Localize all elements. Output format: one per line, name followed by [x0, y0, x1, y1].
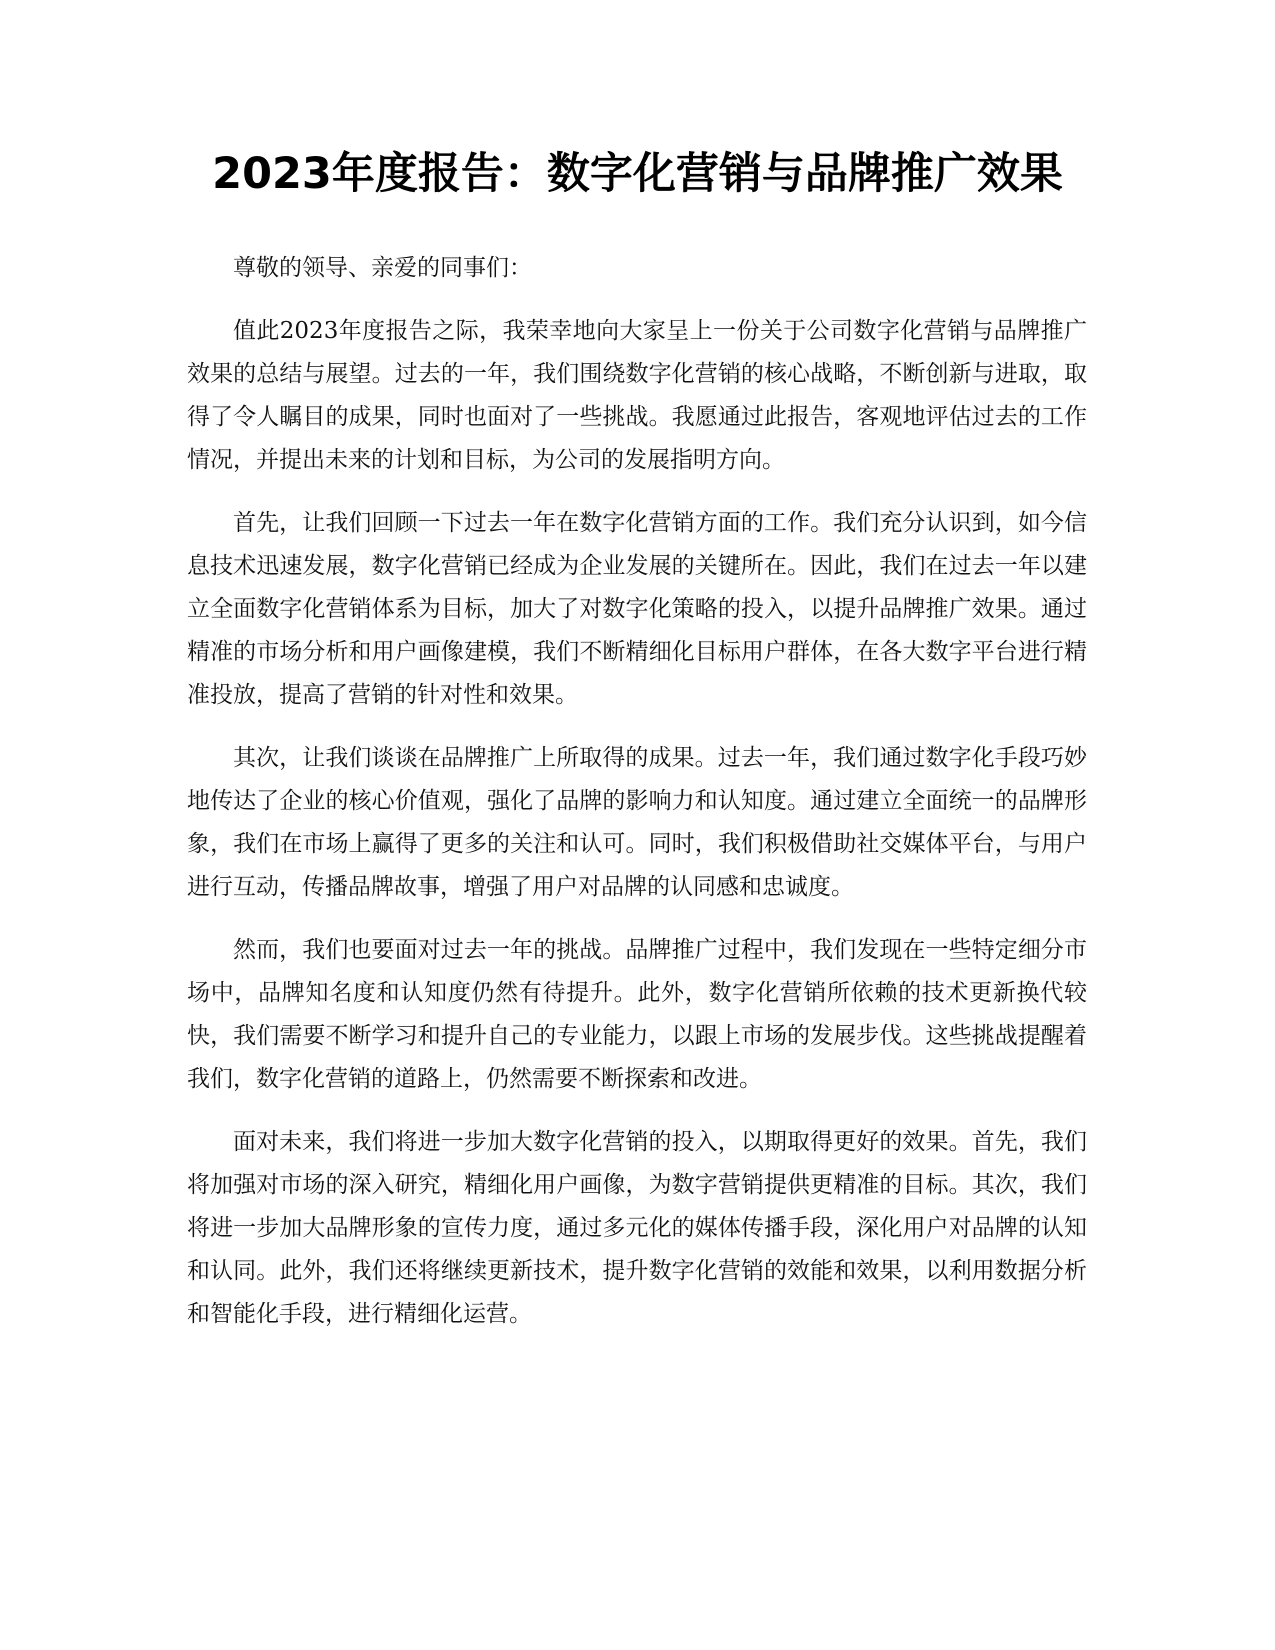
document-title: 2023年度报告：数字化营销与品牌推广效果: [212, 149, 1063, 199]
challenges-paragraph: 然而，我们也要面对过去一年的挑战。品牌推广过程中，我们发现在一些特定细分市场中，品牌知名度和认知度仍然有待提升。此外，数字化营销所依赖的技术更新换代较快，我们需要不断学习和提升自己的专业能力，以跟上市场的发展步伐。这些挑战提醒着我们，数字化营销的道路上，仍然需要不断探索和改进。: [187, 937, 1087, 1092]
greeting-paragraph: 尊敬的领导、亲爱的同事们：: [233, 255, 532, 281]
future-plan-paragraph: 面对未来，我们将进一步加大数字化营销的投入，以期取得更好的效果。首先，我们将加强对市场的深入研究，精细化用户画像，为数字营销提供更精准的目标。其次，我们将进一步加大品牌形象的宣传力度，通过多元化的媒体传播手段，深化用户对品牌的认知和认同。此外，我们还将继续更新技术，提升数字化营销的效能和效果，以利用数据分析和智能化手段，进行精细化运营。: [187, 1129, 1087, 1327]
review-paragraph: 首先，让我们回顾一下过去一年在数字化营销方面的工作。我们充分认识到，如今信息技术迅速发展，数字化营销已经成为企业发展的关键所在。因此，我们在过去一年以建立全面数字化营销体系为目标，加大了对数字化策略的投入，以提升品牌推广效果。通过精准的市场分析和用户画像建模，我们不断精细化目标用户群体，在各大数字平台进行精准投放，提高了营销的针对性和效果。: [187, 510, 1087, 708]
brand-results-paragraph: 其次，让我们谈谈在品牌推广上所取得的成果。过去一年，我们通过数字化手段巧妙地传达了企业的核心价值观，强化了品牌的影响力和认知度。通过建立全面统一的品牌形象，我们在市场上赢得了更多的关注和认可。同时，我们积极借助社交媒体平台，与用户进行互动，传播品牌故事，增强了用户对品牌的认同感和忠诚度。: [187, 745, 1087, 900]
document-body: [187, 247, 1087, 1356]
intro-paragraph: 值此2023年度报告之际，我荣幸地向大家呈上一份关于公司数字化营销与品牌推广效果的总结与展望。过去的一年，我们围绕数字化营销的核心战略，不断创新与进取，取得了令人瞩目的成果，同时也面对了一些挑战。我愿通过此报告，客观地评估过去的工作情况，并提出未来的计划和目标，为公司的发展指明方向。: [187, 318, 1087, 473]
